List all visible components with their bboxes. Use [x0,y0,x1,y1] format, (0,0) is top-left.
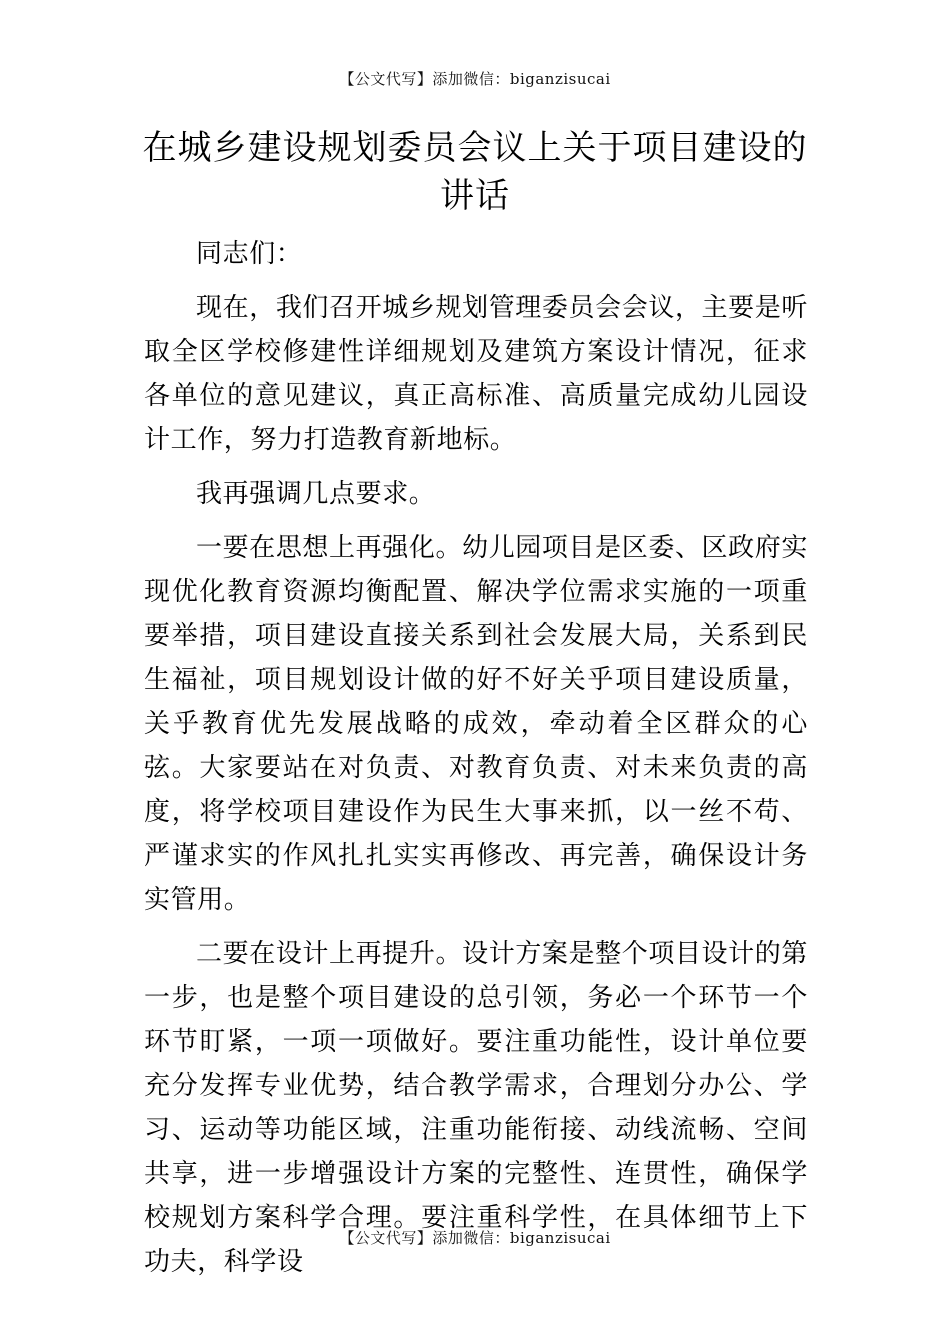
intro-paragraph: 现在，我们召开城乡规划管理委员会会议，主要是听取全区学校修建性详细规划及建筑方案设计情况，征求各单位的意见建议，真正高标准、高质量完成幼儿园设计工作，努力打造教育新地标。 [144,293,808,455]
transition-paragraph: 我再强调几点要求。 [196,479,436,509]
document-body [144,232,808,1294]
point-one-paragraph: 一要在思想上再强化。幼儿园项目是区委、区政府实现优化教育资源均衡配置、解决学位需求实施的一项重要举措，项目建设直接关系到社会发展大局，关系到民生福祉，项目规划设计做的好不好关乎项目建设质量，关乎教育优先发展战略的成效，牵动着全区群众的心弦。大家要站在对负责、对教育负责、对未来负责的高度，将学校项目建设作为民生大事来抓，以一丝不苟、严谨求实的作风扎扎实实再修改、再完善，确保设计务实管用。 [144,533,808,915]
salutation-paragraph: 同志们： [196,239,303,269]
point-two-paragraph: 二要在设计上再提升。设计方案是整个项目设计的第一步，也是整个项目建设的总引领，务必一个环节一个环节盯紧，一项一项做好。要注重功能性，设计单位要充分发挥专业优势，结合教学需求，合理划分办公、学习、运动等功能区域，注重功能衔接、动线流畅、空间共享，进一步增强设计方案的完整性、连贯性，确保学校规划方案科学合理。要注重科学性，在具体细节上下功夫，科学设 [144,939,808,1277]
page-footer-watermark: 【公文代写】添加微信：biganzisucai [339,1229,611,1247]
page-header-watermark: 【公文代写】添加微信：biganzisucai [339,70,611,88]
document-title: 在城乡建设规划委员会议上关于项目建设的讲话 [142,128,808,216]
